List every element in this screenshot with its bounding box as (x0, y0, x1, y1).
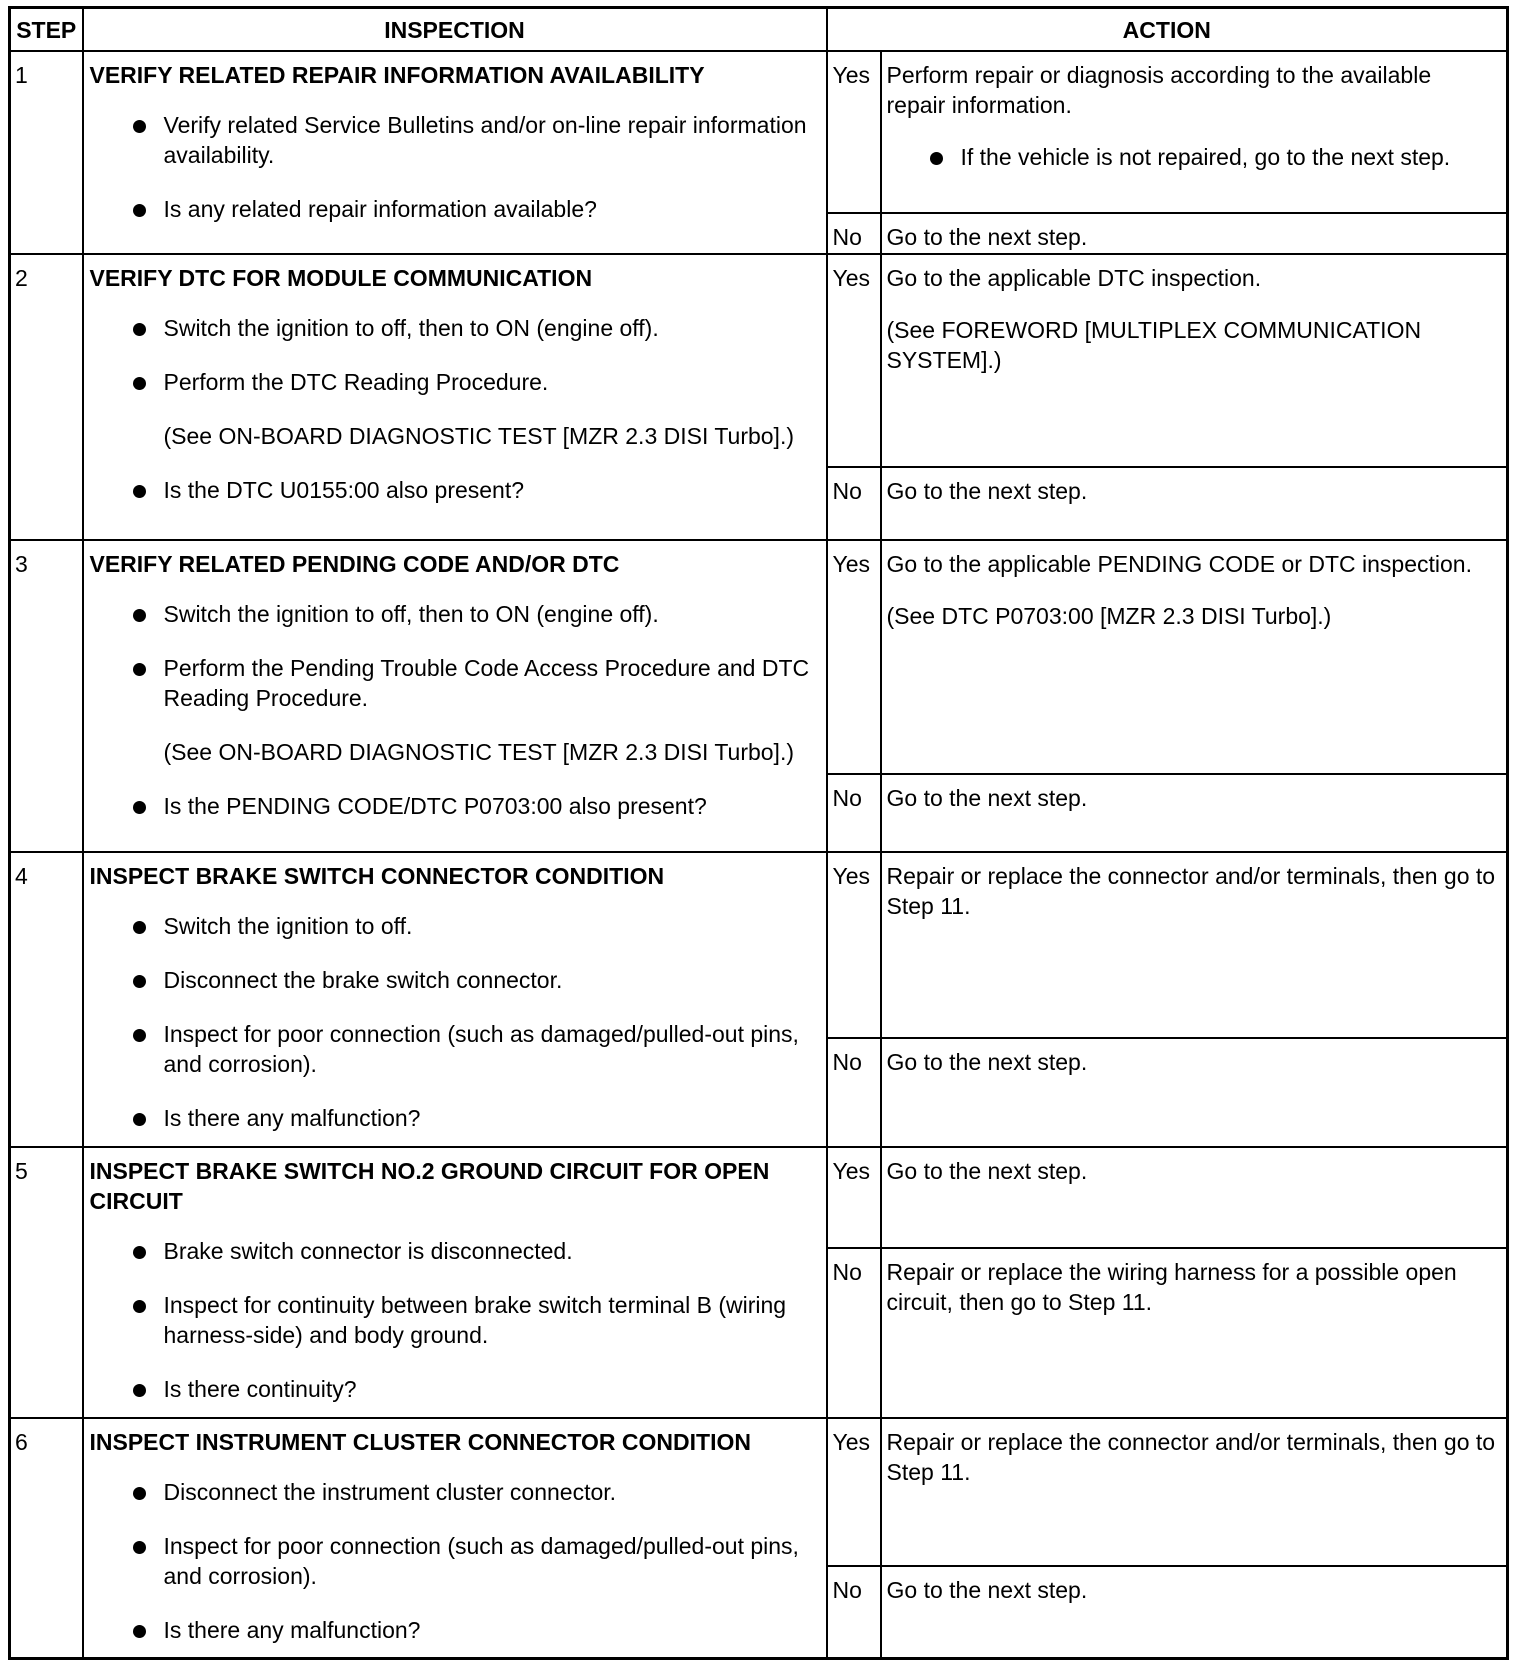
inspection-bullet: Inspect for continuity between brake switch terminal B (wiring harness-side) and body ground. (90, 1290, 820, 1350)
no-label: No (827, 774, 881, 852)
step-3-yes-row (10, 540, 1508, 775)
inspection-bullet: Is there any malfunction? (90, 1103, 820, 1133)
step-5-yes-row (10, 1147, 1508, 1247)
step-number: 4 (10, 852, 83, 1148)
inspection-cell (83, 1418, 827, 1658)
step-4-yes-row (10, 852, 1508, 1038)
step-number: 3 (10, 540, 83, 852)
step-title: VERIFY RELATED PENDING CODE AND/OR DTC (89, 550, 620, 577)
no-label: No (827, 1248, 881, 1418)
bullet-icon (930, 152, 943, 165)
yes-label: Yes (827, 254, 881, 467)
inspection-bullet: Disconnect the instrument cluster connector. (90, 1477, 820, 1507)
header-inspection: INSPECTION (83, 8, 827, 51)
no-action: Go to the next step. (881, 774, 1508, 852)
bullet-icon (133, 663, 146, 676)
reference-note: (See ON-BOARD DIAGNOSTIC TEST [MZR 2.3 DISI Turbo].) (163, 738, 795, 765)
inspection-bullet: Brake switch connector is disconnected. (90, 1236, 820, 1266)
bullet-icon (133, 1625, 146, 1638)
header-action: ACTION (827, 8, 1508, 51)
no-label: No (827, 467, 881, 539)
no-action: Go to the next step. (881, 467, 1508, 539)
inspection-cell (83, 540, 827, 852)
step-title: VERIFY DTC FOR MODULE COMMUNICATION (89, 265, 593, 292)
inspection-bullet: Perform the Pending Trouble Code Access Procedure and DTC Reading Procedure. (90, 653, 820, 713)
inspection-bullet: Verify related Service Bulletins and/or on-line repair information availability. (90, 110, 820, 170)
inspection-cell (83, 852, 827, 1148)
bullet-icon (133, 801, 146, 814)
step-title: INSPECT INSTRUMENT CLUSTER CONNECTOR CONDITION (89, 1429, 751, 1456)
bullet-icon (133, 975, 146, 988)
inspection-cell (83, 1147, 827, 1418)
bullet-icon (133, 377, 146, 390)
inspection-bullet: Perform the DTC Reading Procedure. (90, 367, 820, 397)
reference-note: (See ON-BOARD DIAGNOSTIC TEST [MZR 2.3 DISI Turbo].) (163, 423, 795, 450)
step-number: 5 (10, 1147, 83, 1418)
inspection-bullet: Switch the ignition to off. (90, 911, 820, 941)
step-2-yes-row (10, 254, 1508, 467)
header-row (10, 8, 1508, 51)
bullet-icon (133, 204, 146, 217)
bullet-icon (133, 609, 146, 622)
step-title: VERIFY RELATED REPAIR INFORMATION AVAILABILITY (89, 61, 705, 88)
inspection-bullet: Switch the ignition to off, then to ON (engine off). (90, 313, 820, 343)
step-number: 2 (10, 254, 83, 539)
no-action: Repair or replace the wiring harness for a possible open circuit, then go to Step 11. (881, 1248, 1508, 1418)
step-number: 1 (10, 51, 83, 255)
step-number: 6 (10, 1418, 83, 1658)
no-action: Go to the next step. (881, 1566, 1508, 1658)
yes-action: Repair or replace the connector and/or terminals, then go to Step 11. (881, 1418, 1508, 1566)
action-reference: (See DTC P0703:00 [MZR 2.3 DISI Turbo].) (886, 602, 1332, 629)
diagnostic-table (8, 6, 1509, 1660)
action-bullet: If the vehicle is not repaired, go to the next step. (887, 142, 1497, 172)
no-label: No (827, 213, 881, 254)
bullet-icon (133, 323, 146, 336)
yes-action: Repair or replace the connector and/or terminals, then go to Step 11. (881, 852, 1508, 1038)
yes-label: Yes (827, 540, 881, 775)
yes-label: Yes (827, 51, 881, 213)
inspection-cell (83, 254, 827, 539)
inspection-cell (83, 51, 827, 255)
bullet-icon (133, 1541, 146, 1554)
inspection-bullet: Is there any malfunction? (90, 1615, 820, 1645)
header-step: STEP (10, 8, 83, 51)
yes-action: Go to the applicable PENDING CODE or DTC inspection. (See DTC P0703:00 [MZR 2.3 DISI Turbo].) (881, 540, 1508, 775)
action-reference: (See FOREWORD [MULTIPLEX COMMUNICATION SYSTEM].) (886, 317, 1422, 374)
inspection-bullet: Is there continuity? (90, 1374, 820, 1404)
bullet-icon (133, 120, 146, 133)
step-6-yes-row (10, 1418, 1508, 1566)
yes-action: Perform repair or diagnosis according to the available repair information. If the vehicle is not repaired, go to the next step. (881, 51, 1508, 213)
yes-label: Yes (827, 1147, 881, 1247)
bullet-icon (133, 1300, 146, 1313)
yes-label: Yes (827, 1418, 881, 1566)
yes-action: Go to the next step. (881, 1147, 1508, 1247)
no-action: Go to the next step. (881, 1038, 1508, 1147)
step-1-yes-row (10, 51, 1508, 213)
inspection-bullet: Is the PENDING CODE/DTC P0703:00 also present? (90, 791, 820, 821)
bullet-icon (133, 485, 146, 498)
yes-action: Go to the applicable DTC inspection. (See FOREWORD [MULTIPLEX COMMUNICATION SYSTEM].) (881, 254, 1508, 467)
step-title: INSPECT BRAKE SWITCH NO.2 GROUND CIRCUIT FOR OPEN CIRCUIT (89, 1158, 770, 1215)
no-label: No (827, 1566, 881, 1658)
no-action: Go to the next step. (881, 213, 1508, 254)
inspection-bullet: Disconnect the brake switch connector. (90, 965, 820, 995)
step-title: INSPECT BRAKE SWITCH CONNECTOR CONDITION (89, 862, 665, 889)
bullet-icon (133, 1384, 146, 1397)
bullet-icon (133, 1113, 146, 1126)
no-label: No (827, 1038, 881, 1147)
yes-label: Yes (827, 852, 881, 1038)
inspection-bullet: Is the DTC U0155:00 also present? (90, 475, 820, 505)
bullet-icon (133, 1246, 146, 1259)
inspection-bullet: Inspect for poor connection (such as damaged/pulled-out pins, and corrosion). (90, 1531, 820, 1591)
inspection-bullet: Inspect for poor connection (such as damaged/pulled-out pins, and corrosion). (90, 1019, 820, 1079)
bullet-icon (133, 921, 146, 934)
bullet-icon (133, 1487, 146, 1500)
inspection-bullet: Switch the ignition to off, then to ON (engine off). (90, 599, 820, 629)
bullet-icon (133, 1029, 146, 1042)
inspection-bullet: Is any related repair information available? (90, 194, 820, 224)
